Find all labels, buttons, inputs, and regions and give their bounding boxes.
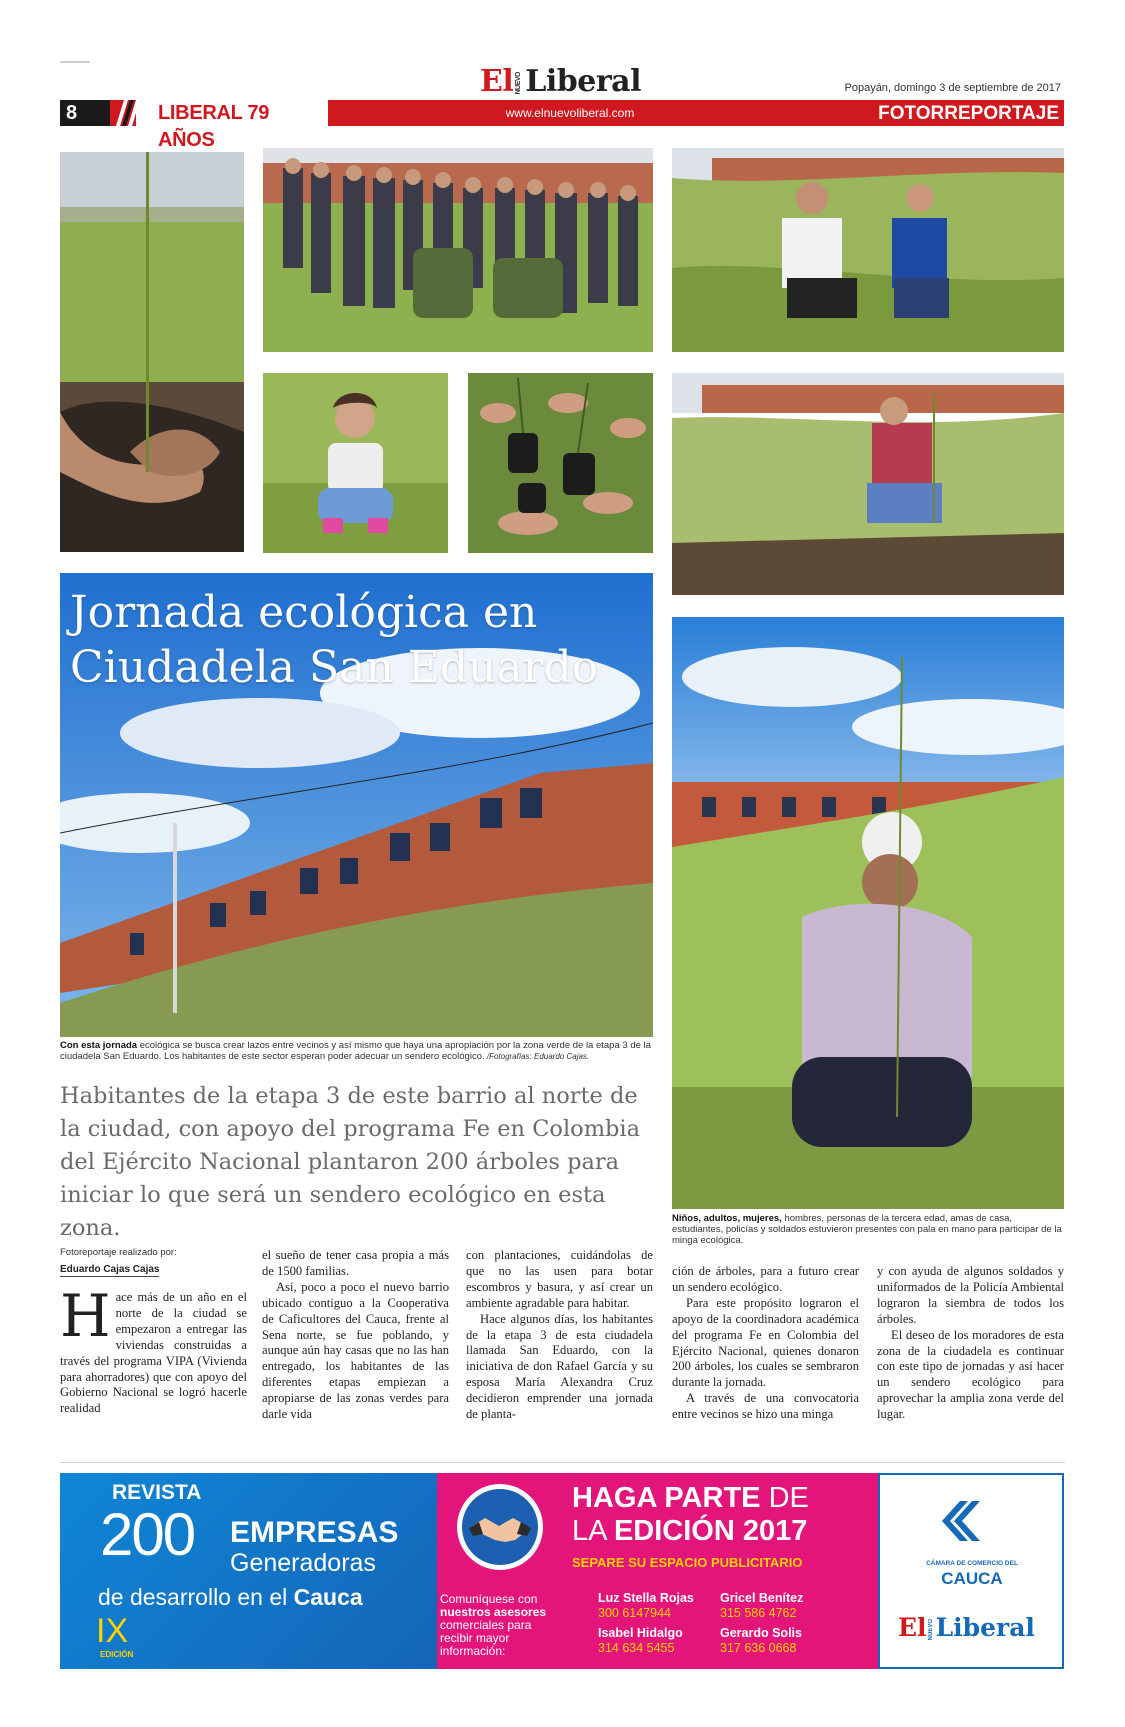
col4-paragraph-3: A través de una convocatoria entre vecinos se hizo una minga	[672, 1391, 859, 1422]
ad-edicion-2017: EDICIÓN 2017	[613, 1515, 808, 1547]
ad-logo-el: El	[898, 1613, 927, 1642]
photo-hands-planting	[60, 152, 244, 552]
ad-la: LA	[572, 1515, 606, 1547]
ad-edicion-line	[572, 1515, 807, 1547]
footer-rule	[60, 1462, 1065, 1463]
ad-edition-label: EDICIÓN	[100, 1650, 134, 1659]
col5-paragraph-2: El deseo de los moradores de esta zona de la ciudadela es continuar con este tipo de jornadas y así hacer un sendero ecológico para aprovechar la amplia zona verde del lugar.	[877, 1327, 1064, 1422]
ad-edition-number: IX	[96, 1612, 129, 1650]
ad-contact-4[interactable]	[720, 1626, 835, 1656]
col4-paragraph-1: ción de árboles, para a futuro crear un sendero ecológico.	[672, 1264, 859, 1294]
col3-paragraph-2: Hace algunos días, los habitantes de la etapa 3 de esta ciudadela llamada San Eduardo, con la iniciativa de don Rafael García y su esposa María Alexandra Cruz decidieron emprender una jornada de planta-	[466, 1311, 653, 1422]
caption-text: ecológica se busca crear lazos entre vecinos y así mismo que haya una apropiación por la zona verde de la etapa 3 de la ciudadela San Eduardo. Los habitantes de este sector esperan poder adecuar un sendero ecológico.	[60, 1040, 651, 1062]
ad-empresas: EMPRESAS	[230, 1516, 399, 1549]
contact-name: Isabel Hidalgo	[598, 1626, 683, 1640]
ad-contact-3[interactable]	[598, 1626, 713, 1656]
ad-cauca: Cauca	[293, 1584, 363, 1610]
article-column-2	[262, 1248, 449, 1423]
logo-liberal: Liberal	[525, 64, 641, 99]
ad-separe: SEPARE SU ESPACIO PUBLICITARIO	[572, 1555, 803, 1570]
photo-boy-with-seedling	[672, 373, 1064, 595]
headline-line-2: Ciudadela San Eduardo	[70, 642, 599, 693]
contact-name: Gricel Benítez	[720, 1591, 804, 1605]
camara-comercio-logo-icon	[934, 1495, 990, 1547]
col1-text: ace más de un año en el norte de la ciudad se empezaron a entregar las viviendas construidas a través del programa VIPA (Vivienda para ahorradores) que con apoyo del Gobierno Nacional se logró hacerle realidad	[60, 1290, 247, 1416]
article-column-3	[466, 1248, 653, 1423]
ad-desarrollo-line	[98, 1584, 363, 1610]
side-caption-text: hombres, personas de la tercera edad, amas de casa, estudiantes, policías y soldados estuvieron presentes con pala en mano para participar de la minga ecológica.	[672, 1213, 1062, 1246]
ad-desarrollo: de desarrollo en el	[98, 1584, 288, 1610]
caption-lead: Con esta jornada	[60, 1040, 138, 1051]
side-caption-lead: Niños, adultos, mujeres,	[672, 1213, 782, 1224]
ad-generadoras: Generadoras	[230, 1549, 376, 1577]
contact-phone: 315 586 4762	[720, 1606, 797, 1620]
headline	[70, 585, 630, 695]
ad-comuniquese: Comuníquese con	[440, 1592, 538, 1606]
headline-line-1: Jornada ecológica en	[70, 587, 538, 638]
col2-paragraph-1: el sueño de tener casa propia a más de 1500 familias.	[262, 1248, 449, 1278]
newspaper-logo[interactable]	[480, 66, 641, 98]
lede-paragraph: Habitantes de la etapa 3 de este barrio al norte de la ciudad, con apoyo del programa Fe en Colombia del Ejército Nacional plantaron 200 árboles para iniciar lo que será un sendero ecológico en esta zona.	[60, 1083, 641, 1241]
ad-camara-label: CÁMARA DE COMERCIO DEL	[926, 1560, 1018, 1567]
handshake-icon	[455, 1482, 545, 1572]
ad-haga-parte: HAGA PARTE	[572, 1482, 761, 1514]
dropcap: H	[60, 1282, 111, 1350]
ad-contact-1[interactable]	[598, 1591, 713, 1621]
photo-man-planting	[672, 617, 1064, 1209]
contact-name: Luz Stella Rojas	[598, 1591, 694, 1605]
ad-haga-parte-line	[572, 1482, 809, 1514]
ad-comuniquese-block	[440, 1593, 570, 1658]
col4-paragraph-2: Para este propósito lograron el apoyo de la coordinadora académica del programa Fe en Colombia del Ejército Nacional, quienes donaron 200 árboles, los cuales se sembraron durante la jornada.	[672, 1295, 859, 1390]
ad-camara-cauca: CAUCA	[941, 1569, 1003, 1588]
logo-el: El	[480, 64, 514, 99]
ad-de: DE	[768, 1482, 809, 1514]
photo-woman-and-boy	[672, 148, 1064, 352]
col3-paragraph-1: con plantaciones, cuidándolas de que no las usen para botar escombros y basura, y así crear un ambiente agradable para habitar.	[466, 1248, 653, 1310]
contact-phone: 314 634 5455	[598, 1641, 675, 1655]
ad-asesores: nuestros asesores	[440, 1605, 547, 1619]
main-photo-caption	[60, 1040, 653, 1062]
ad-comerciales: comerciales para	[440, 1618, 532, 1632]
ad-informacion: información:	[440, 1644, 506, 1658]
ad-logo-liberal: Liberal	[935, 1613, 1035, 1642]
col5-paragraph-1: y con ayuda de algunos soldados y uniformados de la Policía Ambiental lograron la siembra de todos los árboles.	[877, 1264, 1064, 1326]
photo-hands-seedlings	[468, 373, 653, 553]
ad-newspaper-logo	[898, 1614, 1035, 1642]
logo-nuevo: NUEVO	[515, 71, 523, 95]
section-title: FOTORREPORTAJE	[878, 103, 1059, 124]
byline-label: Fotoreportaje realizado por:	[60, 1247, 177, 1258]
ad-logo-nuevo: NUEVO	[927, 1618, 934, 1641]
side-photo-caption	[672, 1213, 1064, 1246]
col2-paragraph-2: Así, poco a poco el nuevo barrio ubicado contiguo a la Cooperativa de Caficultores del Cauca, frente al Sena norte, se fue poblando, y aunque aún hay casas que no las han entregado, los habitantes de las diferentes etapas empiezan a apropiarse de las zonas verdes para darle vida	[262, 1279, 449, 1422]
website-url[interactable]: www.elnuevoliberal.com	[505, 106, 635, 120]
contact-phone: 317 636 0668	[720, 1641, 797, 1655]
anniversary-label: LIBERAL 79 AÑOS	[136, 100, 328, 126]
ad-recibir: recibir mayor	[440, 1631, 510, 1645]
photo-smiling-girl	[263, 373, 448, 553]
caption-photo-credit: /Fotografías: Eduardo Cajas.	[484, 1052, 590, 1061]
byline-name: Eduardo Cajas Cajas	[60, 1264, 160, 1275]
article-column-1	[60, 1282, 247, 1417]
page-number: 8	[60, 100, 110, 126]
article-column-4	[672, 1264, 859, 1423]
contact-phone: 300 6147944	[598, 1606, 671, 1620]
ad-number-200: 200	[100, 1501, 195, 1568]
ad-revista: REVISTA	[112, 1481, 202, 1504]
photo-group-volunteers	[263, 148, 653, 352]
article-column-5	[877, 1264, 1064, 1423]
top-rule	[60, 61, 90, 63]
dateline: Popayán, domingo 3 de septiembre de 2017	[844, 82, 1061, 94]
ad-contact-2[interactable]	[720, 1591, 835, 1621]
contact-name: Gerardo Solis	[720, 1626, 802, 1640]
